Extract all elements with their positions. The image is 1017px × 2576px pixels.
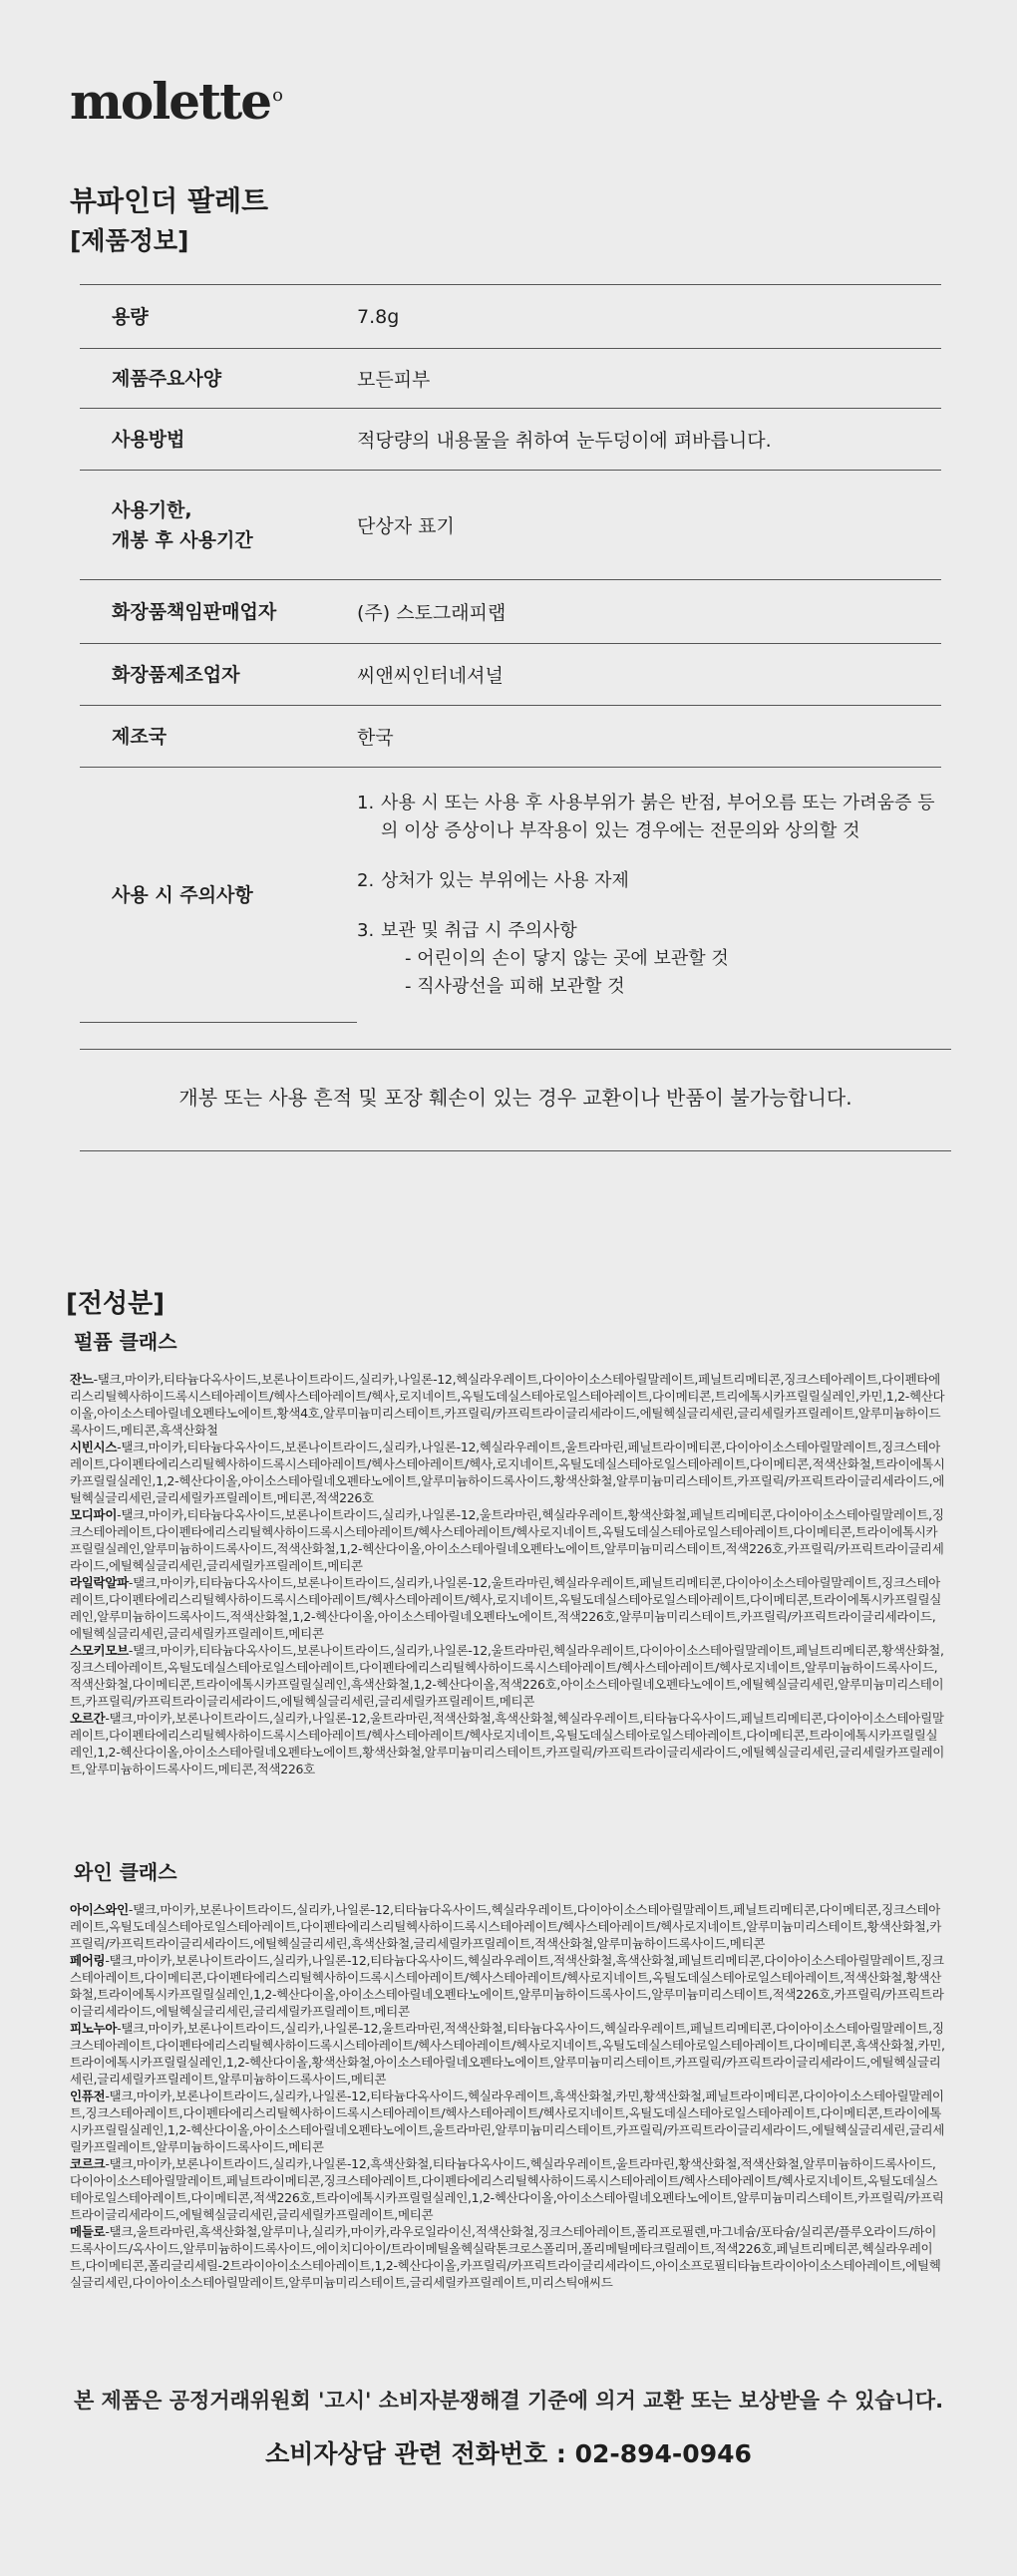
- ingredient-entry: [70, 1901, 947, 1952]
- caution-number: 3.: [357, 919, 375, 941]
- spec-row-manufacturer: [80, 644, 941, 706]
- ingredient-entry: [70, 1506, 947, 1574]
- ingredient-list: -탤크,마이카,보론나이트라이드,실리카,나일론-12,티타늄다옥사이드,헥실라우레이트,적색산화철,흑색산화철,페닐트리메티콘,다이아이소스테아릴말레이트,징크스테아레이트,다이메티콘,다이펜타에리스리틸헥사하이드록시스테아레이트/헥사스테아레이트/헥사로지네이트,옥틸도데실스테아로일스테아레이트,적색산화철,황색산화철,트라이에톡시카프릴릴실레인,1,2-헥산다이올,아이소스테아릴네오펜타노에이트,알루미늄하이드록사이드,알루미늄미리스테이트,적색226호,카프릴릭/카프릭트라이글리세라이드,에틸헥실글리세린,글리세릴카프릴레이트,메티콘: [70, 1953, 944, 2019]
- spec-label: 사용 시 주의사항: [80, 768, 357, 1023]
- ingredient-entry: [70, 1710, 947, 1777]
- caution-subitem: - 직사광선을 피해 보관할 것: [405, 975, 625, 997]
- shade-name: 피노누아: [70, 2021, 118, 2036]
- shade-name: 아이스와인: [70, 1902, 129, 1917]
- shade-name: 잔느: [70, 1372, 94, 1387]
- spec-label-line1: 사용기한,: [112, 498, 192, 521]
- spec-label: [80, 471, 357, 580]
- spec-value: (주) 스토그래피랩: [357, 580, 941, 644]
- caution-item: [357, 790, 941, 845]
- ingredient-list: -탤크,마이카,티타늄다옥사이드,보론나이트라이드,실리카,나일론-12,울트라마린,헥실라우레이트,황색산화철,페닐트리메티콘,다이아이소스테아릴말레이트,징크스테아레이트,다이펜타에리스리틸헥사하이드록시스테아레이트/헥사스테아레이트/헥사로지네이트,옥틸도데실스테아로일스테아레이트,다이메티콘,트라이에톡시카프릴릴실레인,알루미늄하이드록사이드,적색산화철,1,2-헥산다이올,아이소스테아릴네오펜타노에이트,알루미늄미리스테이트,적색226호,카프릴릭/카프릭트라이글리세라이드,에틸헥실글리세린,글리세릴카프릴레이트,메티콘: [70, 1507, 944, 1573]
- shade-name: 인퓨전: [70, 2089, 106, 2103]
- spec-label: 제품주요사양: [80, 349, 357, 409]
- caution-number: 1.: [357, 792, 375, 813]
- ingredient-list: -탤크,마이카,티타늄다옥사이드,보론나이트라이드,실리카,나일론-12,울트라마린,헥실라우레이트,페닐트리메티콘,다이아이소스테아릴말레이트,징크스테아레이트,다이펜타에리스리틸헥사하이드록시스테아레이트/헥사스테아레이트/헥사,로지네이트,옥틸도데실스테아로일스테아레이트,다이메티콘,트라이에톡시카프릴릴실레인,알루미늄하이드록사이드,적색산화철,1,2-헥산다이올,아이소스테아릴네오펜타노에이트,적색226호,알루미늄미리스테이트,카프릴릭/카프릭트라이글리세라이드,에틸헥실글리세린,글리세릴카프릴레이트,메티콘: [70, 1575, 941, 1641]
- ingredient-entry: [70, 1439, 947, 1506]
- spec-value: 한국: [357, 706, 941, 768]
- shade-name: 모디파이: [70, 1507, 118, 1522]
- wine-class-heading: 와인 클래스: [74, 1860, 177, 1884]
- product-info-heading: [제품정보]: [70, 226, 189, 255]
- spec-row-distributor: [80, 580, 941, 644]
- ingredient-list: -탤크,마이카,보론나이트라이드,실리카,나일론-12,티타늄다옥사이드,헥실라우레이트,다이아이소스테아릴말레이트,페닐트리메티콘,다이메티콘,징크스테아레이트,옥틸도데실스테아로일스테아레이트,다이펜타에리스리틸헥사하이드록시스테아레이트/헥사스테아레이트/헥사로지네이트,알루미늄미리스테이트,황색산화철,카프릴릭/카프릭트라이글리세라이드,에틸헥실글리세린,흑색산화철,글리세릴카프릴레이트,적색산화철,알루미늄하이드록사이드,메티콘: [70, 1902, 941, 1951]
- spec-label: 화장품제조업자: [80, 644, 357, 706]
- spec-row-usage: [80, 409, 941, 471]
- customer-service-phone: 소비자상담 관련 전화번호 : 02-894-0946: [265, 2439, 752, 2468]
- shade-name: 시빈시스: [70, 1440, 118, 1454]
- spec-label: 제조국: [80, 706, 357, 768]
- brand-name: molette: [70, 72, 271, 131]
- caution-item: [357, 917, 941, 1001]
- ingredient-entry: [70, 2223, 947, 2291]
- spec-row-cautions: [80, 768, 941, 1023]
- wine-class-ingredients: [70, 1860, 947, 2291]
- caution-list-cell: [357, 768, 941, 1023]
- caution-list: [357, 790, 941, 1001]
- ingredient-list: -탤크,마이카,보론나이트라이드,실리카,나일론-12,울트라마린,적색산화철,흑색산화철,헥실라우레이트,티타늄다옥사이드,페닐트리메티콘,다이아이소스테아릴말레이트,다이펜타에리스리틸헥사하이드록시스테아레이트/헥사스테아레이트/헥사로지네이트,옥틸도데실스테아로일스테아레이트,다이메티콘,트라이에톡시카프릴릴실레인,1,2-헥산다이올,아이소스테아릴네오펜타노에이트,황색산화철,알루미늄미리스테이트,카프릴릭/카프릭트라이글리세라이드,에틸헥실글리세린,글리세릴카프릴레이트,알루미늄하이드록사이드,메티콘,적색226호: [70, 1711, 945, 1776]
- return-notice: 개봉 또는 사용 흔적 및 포장 훼손이 있는 경우 교환이나 반품이 불가능합니다.: [178, 1086, 852, 1110]
- product-info-table: [80, 284, 941, 1023]
- spec-row-country: [80, 706, 941, 768]
- ingredient-list: -탤크,마이카,보론나이트라이드,실리카,나일론-12,울트라마린,적색산화철,티타늄다옥사이드,헥실라우레이트,페닐트리메티콘,다이아이소스테아릴말레이트,징크스테아레이트,다이펜타에리스리틸헥사하이드록시스테아레이트/헥사스테아레이트/헥사로지네이트,옥틸도데실스테아로일스테아레이트,다이메티콘,흑색산화철,카민,트라이에톡시카프릴릴실레인,1,2-헥산다이올,황색산화철,아이소스테아릴네오펜타노에이트,알루미늄미리스테이트,카프릴릭/카프릭트라이글리세라이드,에틸헥실글리세린,글리세릴카프릴레이트,알루미늄하이드록사이드,메티콘: [70, 2021, 945, 2087]
- caution-number: 2.: [357, 869, 375, 891]
- shade-name: 오르간: [70, 1711, 106, 1726]
- spec-label: 화장품책임판매업자: [80, 580, 357, 644]
- ingredient-list: -탤크,마이카,티타늄다옥사이드,보론나이트라이드,실리카,나일론-12,헥실라우레이트,울트라마린,페닐트라이메티콘,다이아이소스테아릴말레이트,징크스테아레이트,다이펜타에리스리틸헥사하이드록시스테아레이트/헥사스테아레이트/헥사,로지네이트,옥틸도데실스테아로일스테아레이트,다이메티콘,적색산화철,트라이에톡시카프릴릴실레인,1,2-헥산다이올,아이소스테아릴네오펜타노에이트,알루미늄하이드록사이드,황색산화철,알루미늄미리스테이트,카프릴릭/카프릭트라이글리세라이드,에틸헥실글리세린,글리세릴카프릴레이트,메티콘,적색226호: [70, 1440, 945, 1505]
- shade-name: 스모키모브: [70, 1643, 129, 1658]
- pearl-class-ingredients: [70, 1330, 947, 1777]
- spec-label-line2: 개봉 후 사용기간: [112, 528, 253, 551]
- shade-name: 코르크: [70, 2156, 106, 2171]
- product-title: 뷰파인더 팔레트: [70, 184, 269, 217]
- ingredient-entry: [70, 1642, 947, 1710]
- spec-value: 적당량의 내용물을 취하여 눈두덩이에 펴바릅니다.: [357, 409, 941, 471]
- ingredient-entry: [70, 2155, 947, 2223]
- consumer-dispute-notice: 본 제품은 공정거래위원회 '고시' 소비자분쟁해결 기준에 의거 교환 또는 보상받을 수 있습니다.: [73, 2389, 944, 2413]
- spec-row-capacity: [80, 285, 941, 349]
- ingredient-entry: [70, 1952, 947, 2020]
- spec-value: 단상자 표기: [357, 471, 941, 580]
- ingredient-list: -탤크,마이카,보론나이트라이드,실리카,나일론-12,흑색산화철,티타늄다옥사이드,헥실라우레이트,울트라마린,황색산화철,적색산화철,알루미늄하이드록사이드,다이아이소스테아릴말레이트,페닐트라이메티콘,징크스테아레이트,다이펜타에리스리틸헥사하이드록시스테아레이트/헥사스테아레이트/헥사로지네이트,옥틸도데실스테아로일스테아레이트,다이메티콘,적색226호,트라이에톡시카프릴릴실레인,1,2-헥산다이올,아이소스테아릴네오펜타노에이트,알루미늄미리스테이트,카프릴릭/카프릭트라이글리세라이드,에틸헥실글리세린,글리세릴카프릴레이트,메티콘: [70, 2156, 944, 2222]
- spec-label: 사용방법: [80, 409, 357, 471]
- ingredient-entry: [70, 2020, 947, 2088]
- caution-item: [357, 867, 941, 895]
- spec-row-spec: [80, 349, 941, 409]
- ingredient-list: -탤크,마이카,티타늄다옥사이드,보론나이트라이드,실리카,나일론-12,헥실라우레이트,다이아이소스테아릴말레이트,페닐트리메티콘,징크스테아레이트,다이펜타에리스리틸헥사하이드록시스테아레이트/헥사스테아레이트/헥사,로지네이트,옥틸도데실스테아로일스테아레이트,다이메티콘,트리에톡시카프릴릴실레인,카민,1,2-헥산다이올,아이소스테아릴네오펜타노에이트,황색4호,알루미늄미리스테이트,카프릴릭/카프릭트라이글리세라이드,에틸헥실글리세린,글리세릴카프릴레이트,알루미늄하이드록사이드,메티콘,흑색산화철: [70, 1372, 945, 1438]
- spec-label: 용량: [80, 285, 357, 349]
- spec-value: 모든피부: [357, 349, 941, 409]
- spec-row-expiry: [80, 471, 941, 580]
- caution-heading: 보관 및 취급 시 주의사항: [381, 919, 577, 941]
- ingredients-heading: [전성분]: [66, 1289, 166, 1319]
- caution-text: 사용 시 또는 사용 후 사용부위가 붉은 반점, 부어오름 또는 가려움증 등의 이상 증상이나 부작용이 있는 경우에는 전문의와 상의할 것: [381, 792, 935, 841]
- ingredient-list: -탤크,마이카,티타늄다옥사이드,보론나이트라이드,실리카,나일론-12,울트라마린,헥실라우레이트,다이아이소스테아릴말레이트,페닐트리메티콘,황색산화철,징크스테아레이트,옥틸도데실스테아로일스테아레이트,다이펜타에리스리틸헥사하이드록시스테아레이트/헥사스테아레이트/헥사로지네이트,알루미늄하이드록사이드,적색산화철,다이메티콘,트라이에톡시카프릴릴실레인,흑색산화철,1,2-헥산다이올,적색226호,아이소스테아릴네오펜타노에이트,에틸헥실글리세린,알루미늄미리스테이트,카프릴릭/카프릭트라이글리세라이드,에틸헥실글리세린,글리세릴카프릴레이트,메티콘: [70, 1643, 944, 1709]
- spec-value: 씨앤씨인터네셔널: [357, 644, 941, 706]
- ingredient-entry: [70, 2088, 947, 2155]
- ingredient-list: -탤크,울트라마린,흑색산화철,알루미나,실리카,마이카,라우로일라이신,적색산화철,징크스테아레이트,폴리프로필렌,마그네슘/포타슘/실리콘/플루오라이드/하이드록사이드/옥사이드,알루미늄하이드록사이드,에이치디아이/트라이메틸올헥실락톤크로스폴리머,폴리메틸메타크릴레이트,적색226호,페닐트리메티콘,헥실라우레이트,다이메티콘,폴리글리세릴-2트라이아이소스테아레이트,1,2-헥산다이올,카프릴릭/카프릭트라이글리세라이드,아이소프로필티타늄트라이아이소스테아레이트,에틸헥실글리세린,다이아이소스테아릴말레이트,알루미늄미리스테이트,글리세릴카프릴레이트,미리스틱애씨드: [70, 2224, 941, 2290]
- ingredient-entry: [70, 1574, 947, 1642]
- brand-mark: o: [272, 85, 281, 107]
- ingredient-entry: [70, 1371, 947, 1439]
- caution-subitem: - 어린이의 손이 닿지 않는 곳에 보관할 것: [405, 947, 729, 969]
- caution-text: [381, 917, 939, 1001]
- spec-value: 7.8g: [357, 285, 941, 349]
- ingredient-list: -탤크,마이카,보론나이트라이드,실리카,나일론-12,티타늄다옥사이드,헥실라우레이트,흑색산화철,카민,황색산화철,페닐트라이메티콘,다이아이소스테아릴말레이트,징크스테아레이트,다이펜타에리스리틸헥사하이드록시스테아레이트/헥사스테아레이트/헥사로지네이트,옥틸도데실스테아로일스테아레이트,다이메티콘,트라이에톡시카프릴릴실레인,1,2-헥산다이올,아이소스테아릴네오펜타노에이트,울트라마린,알루미늄미리스테이트,카프릴릭/카프릭트라이글리세라이드,에틸헥실글리세린,글리세릴카프릴레이트,알루미늄하이드록사이드,메티콘: [70, 2089, 945, 2154]
- shade-name: 페어링: [70, 1953, 106, 1968]
- brand-logo: [70, 72, 281, 131]
- shade-name: 라일락알파: [70, 1575, 129, 1590]
- caution-text: 상처가 있는 부위에는 사용 자제: [381, 869, 629, 891]
- notice-divider-bottom: [80, 1150, 951, 1151]
- pearl-class-heading: 펄퓸 클래스: [74, 1330, 177, 1354]
- shade-name: 메들로: [70, 2224, 106, 2239]
- notice-divider-top: [80, 1049, 951, 1050]
